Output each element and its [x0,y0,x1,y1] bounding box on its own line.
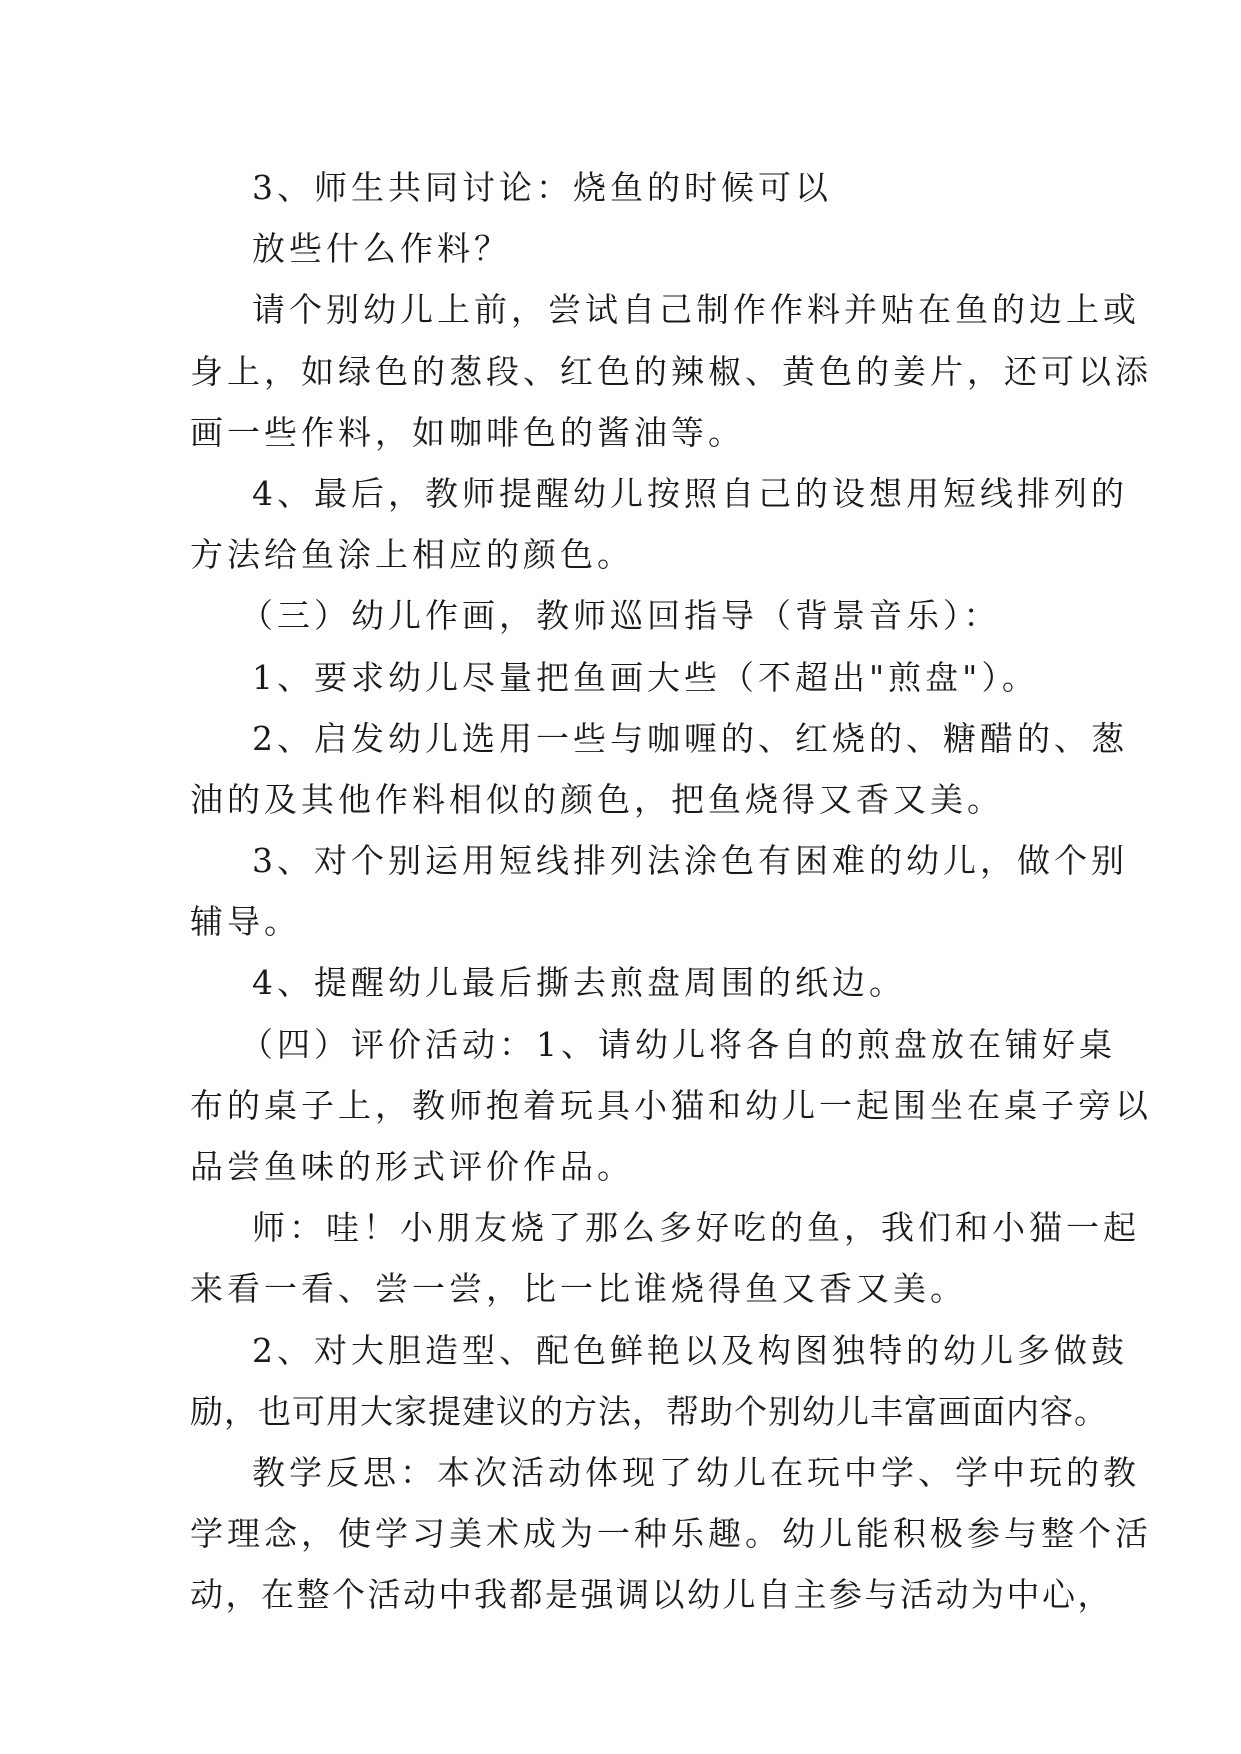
text-line: 3、对个别运用短线排列法涂色有困难的幼儿，做个别 [252,841,1128,881]
text-line: 布的桌子上，教师抱着玩具小猫和幼儿一起围坐在桌子旁以 [190,1085,1152,1125]
text-line: 师：哇！小朋友烧了那么多好吃的鱼，我们和小猫一起 [252,1208,1140,1248]
text-line: 3、师生共同讨论：烧鱼的时候可以 [252,168,832,207]
text-line: 4、提醒幼儿最后撕去煎盘周围的纸边。 [252,963,906,1003]
text-line: 动，在整个活动中我都是强调以幼儿自主参与活动为中心， [190,1575,1113,1615]
text-line: 油的及其他作料相似的颜色，把鱼烧得又香又美。 [190,779,1004,819]
text-line: 2、启发幼儿选用一些与咖喱的、红烧的、糖醋的、葱 [252,718,1128,758]
text-line: 励，也可用大家提建议的方法，帮助个别幼儿丰富画面内容。 [190,1391,1108,1431]
section-heading: （三）幼儿作画，教师巡回指导（背景音乐）： [240,596,1001,636]
text-line: 学理念，使学习美术成为一种乐趣。幼儿能积极参与整个活 [190,1514,1152,1554]
document-body [190,157,1152,1626]
text-line: 来看一看、尝一尝，比一比谁烧得鱼又香又美。 [190,1269,967,1309]
text-line: 2、对大胆造型、配色鲜艳以及构图独特的幼儿多做鼓 [252,1330,1128,1370]
text-line: 教学反思：本次活动体现了幼儿在玩中学、学中玩的教 [252,1452,1140,1492]
text-line: 品尝鱼味的形式评价作品。 [190,1147,634,1186]
text-line: 4、最后，教师提醒幼儿按照自己的设想用短线排列的 [252,473,1128,513]
text-line: 画一些作料，如咖啡色的酱油等。 [190,412,745,452]
text-line: 辅导。 [190,902,301,942]
text-line: 身上，如绿色的葱段、红色的辣椒、黄色的姜片，还可以添 [190,351,1152,391]
text-line: 方法给鱼涂上相应的颜色。 [190,535,634,575]
text-line: 请个别幼儿上前，尝试自己制作作料并贴在鱼的边上或 [252,290,1140,330]
section-heading: （四）评价活动：1、请幼儿将各自的煎盘放在铺好桌 [240,1024,1116,1064]
text-line: 1、要求幼儿尽量把鱼画大些（不超出"煎盘"）。 [252,657,1039,697]
text-line: 放些什么作料？ [252,229,511,269]
